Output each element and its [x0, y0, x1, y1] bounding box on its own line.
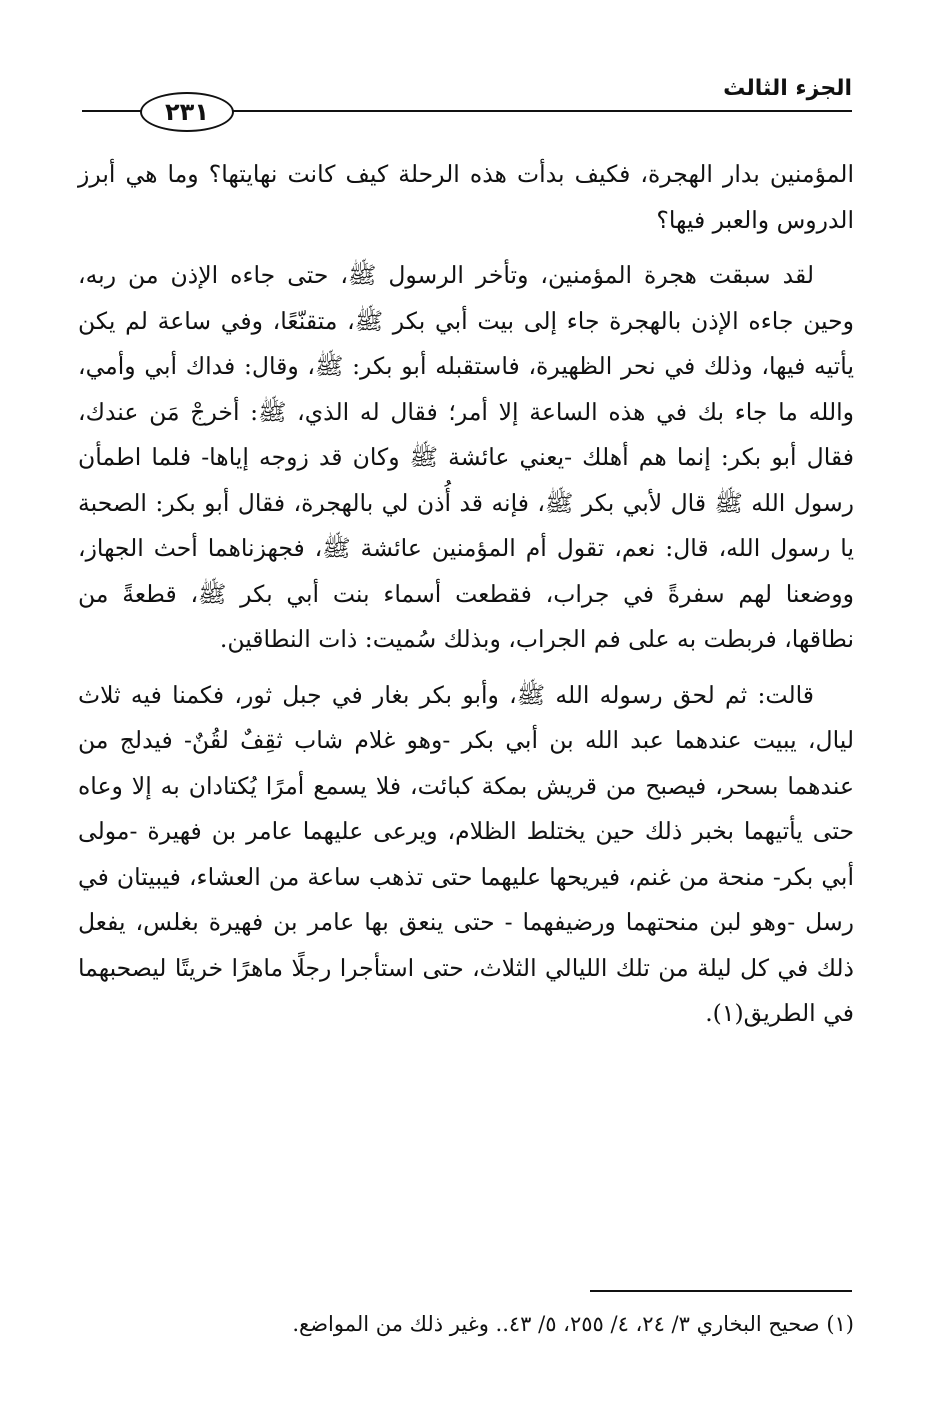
footnote: (١) صحيح البخاري ٣/ ٢٤، ٤/ ٢٥٥، ٥/ ٤٣.. وغير ذلك من المواضع.	[292, 1312, 854, 1336]
main-text	[78, 152, 854, 1037]
page-number-badge: ٢٣١	[140, 92, 234, 132]
header-rule	[232, 110, 852, 112]
paragraph-hijra-permission: لقد سبقت هجرة المؤمنين، وتأخر الرسول ﷺ، حتى جاءه الإذن من ربه، وحين جاءه الإذن بالهجرة جاء إلى بيت أبي بكر ﷺ، متقنّعًا، وفي ساعة لم يكن يأتيه فيها، وذلك في نحر الظهيرة، فاستقبله أبو بكر: ﷺ، وقال: فداك أبي وأمي، والله ما جاء بك في هذه الساعة إلا أمر؛ فقال له الذي، ﷺ: أخرجْ مَن عندك، فقال أبو بكر: إنما هم أهلك -يعني عائشة ﷺ وكان قد زوجه إياها- فلما اطمأن رسول الله ﷺ قال لأبي بكر ﷺ، فإنه قد أُذن لي بالهجرة، فقال أبو بكر: الصحبة يا رسول الله، قال: نعم، تقول أم المؤمنين عائشة ﷺ، فجهزناهما أحث الجهاز، ووضعنا لهم سفرةً في جراب، فقطعت أسماء بنت أبي بكر ﷺ، قطعةً من نطاقها، فربطت به على فم الجراب، وبذلك سُميت: ذات النطاقين.	[78, 261, 854, 653]
footnote-separator	[590, 1290, 852, 1292]
header-rule-left	[82, 110, 142, 112]
paragraph-cave-thawr: قالت: ثم لحق رسوله الله ﷺ، وأبو بكر بغار في جبل ثور، فكمنا فيه ثلاث ليال، يبيت عندهما عبد الله بن أبي بكر -وهو غلام شاب ثقِفٌ لقُنٌ- فيدلج من عندهما بسحر، فيصبح من قريش بمكة كبائت، فلا يسمع أمرًا يُكتادان به إلا وعاه حتى يأتيهما بخبر ذلك حين يختلط الظلام، ويرعى عليهما عامر بن فهيرة -مولى أبي بكر- منحة من غنم، فيريحها عليهما حتى تذهب ساعة من العشاء، فيبيتان في رسل -وهو لبن منحتهما ورضيفهما - حتى ينعق بها عامر بن فهيرة بغلس، يفعل ذلك في كل ليلة من تلك الليالي الثلاث، حتى استأجرا رجلًا ماهرًا خريتًا ليصحبهما في الطريق(١).	[78, 680, 854, 1027]
paragraph-continuation: المؤمنين بدار الهجرة، فكيف بدأت هذه الرحلة كيف كانت نهايتها؟ وما هي أبرز الدروس والعبر فيها؟	[78, 160, 854, 234]
running-title: الجزء الثالث	[723, 76, 852, 101]
page-header	[82, 72, 852, 132]
